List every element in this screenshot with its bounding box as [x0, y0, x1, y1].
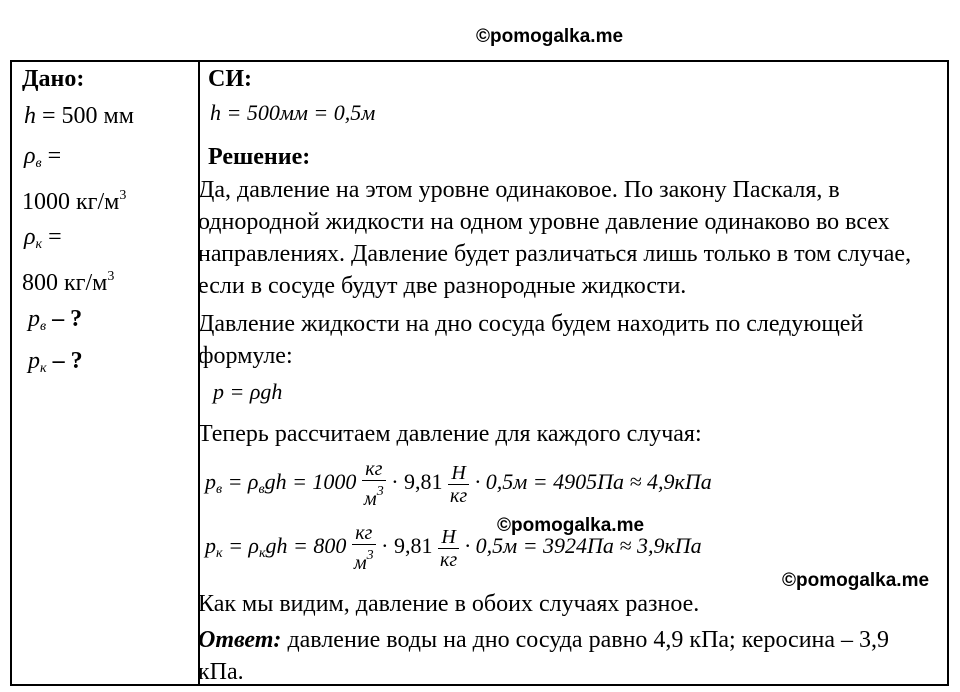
h-symbol: h — [24, 103, 36, 129]
si-conversion: h = 500мм = 0,5м — [210, 100, 376, 125]
calc-k-f1-num: кг — [352, 522, 376, 545]
answer-label: Ответ: — [198, 627, 282, 653]
calc-k-g: · 9,81 — [381, 533, 433, 559]
calc-v-fraction-2 — [448, 462, 469, 507]
given-rho-k-value — [22, 258, 114, 302]
rho-k-symbol: ρ — [24, 224, 36, 250]
calc-k-rho: = ρ — [228, 533, 259, 559]
rho-v-value: 1000 кг/м — [22, 189, 120, 215]
rho-v-exp: 3 — [119, 188, 127, 203]
rho-v-symbol: ρ — [24, 143, 36, 169]
given-h — [24, 97, 134, 135]
calc-k-fraction-1 — [352, 522, 376, 574]
p-v-symbol: p — [28, 306, 40, 332]
calc-k-f2-den: кг — [439, 548, 458, 571]
calc-v-f1-den: $м^3$ — [363, 484, 384, 510]
calc-v-fraction-1 — [362, 458, 386, 510]
given-title: Дано: — [22, 66, 85, 92]
p-v-question: – ? — [52, 306, 83, 332]
calc-v-lhs-sub: в — [216, 482, 223, 498]
p-k-question: – ? — [52, 348, 83, 374]
calc-k-lhs-sub: к — [216, 546, 223, 562]
calc-v-f1-num: кг — [362, 458, 386, 481]
p-k-symbol: p — [28, 348, 40, 374]
solution-paragraph-3: Теперь рассчитаем давление для каждого случая: — [198, 421, 702, 447]
calc-k-f2-num: Н — [438, 526, 459, 549]
calc-v-g: · 9,81 — [391, 469, 443, 495]
calc-v-lhs: p — [205, 469, 216, 495]
si-title: СИ: — [208, 66, 252, 92]
watermark-middle: ©pomogalka.me — [497, 515, 645, 536]
conclusion: Как мы видим, давление в обоих случаях разное. — [198, 591, 700, 617]
watermark-top: ©pomogalka.me — [476, 26, 624, 47]
rho-k-value: 800 кг/м — [22, 270, 108, 296]
solution-title: Решение: — [208, 144, 311, 170]
solution-paragraph-1: Да, давление на этом уровне одинаковое. По закону Паскаля, в однородной жидкости на одном уровне давление одинаково во всех направлениях. Давление будет различаться лишь только в том случае, если в сосуде будут две разнородные жидкости. — [198, 177, 912, 299]
calc-k-rho-sub: к — [258, 546, 266, 562]
p-v-sub: в — [40, 319, 47, 334]
rho-k-sub: к — [35, 237, 43, 252]
rho-k-exp: 3 — [107, 269, 115, 284]
rho-v-sub: в — [35, 156, 42, 171]
solution-paragraph-2: Давление жидкости на дно сосуда будем находить по следующей формуле: — [198, 311, 864, 369]
calc-k-result: · 0,5м = 3924Па ≈ 3,9кПа — [464, 533, 702, 559]
calc-water — [205, 458, 712, 510]
watermark-bottom: ©pomogalka.me — [782, 570, 930, 591]
given-p-v — [28, 300, 82, 346]
given-p-k — [28, 342, 83, 388]
calc-v-result: · 0,5м = 4905Па ≈ 4,9кПа — [474, 469, 712, 495]
rho-v-eq: = — [47, 143, 62, 169]
calc-k-fraction-2 — [438, 526, 459, 571]
rho-k-eq: = — [48, 224, 62, 250]
calc-k-gh: gh = 800 — [265, 533, 347, 559]
calc-v-f2-num: Н — [448, 462, 469, 485]
answer — [198, 624, 928, 688]
answer-text: давление воды на дно сосуда равно 4,9 кПа; керосина – 3,9 кПа. — [198, 627, 890, 685]
h-value: = 500 мм — [42, 103, 134, 129]
calc-v-rho-sub: в — [258, 482, 265, 498]
calc-v-f2-den: кг — [450, 484, 468, 507]
calc-k-lhs: p — [205, 533, 216, 559]
calc-kerosene — [205, 522, 702, 574]
calc-v-gh: gh = 1000 — [264, 469, 357, 495]
base-formula: p = ρgh — [213, 379, 283, 404]
p-k-sub: к — [40, 361, 47, 376]
calc-v-rho: = ρ — [227, 469, 259, 495]
given-rho-v-value — [22, 177, 126, 221]
calc-k-f1-den: $м^3$ — [353, 548, 374, 574]
